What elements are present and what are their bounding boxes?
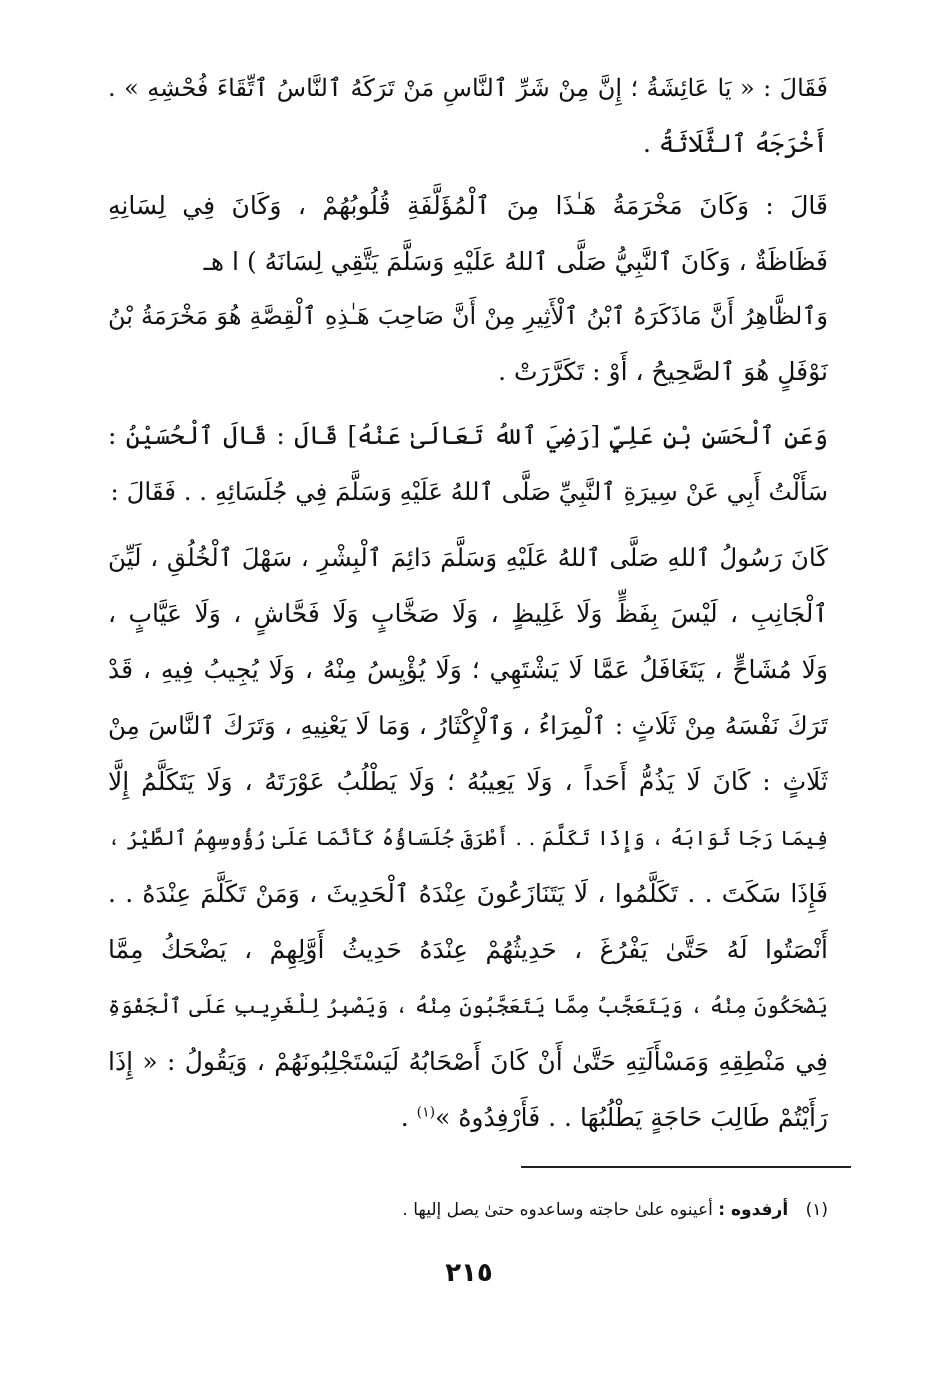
footnote-term: أرفدوه :: [718, 1200, 789, 1220]
text-line: فِيمَا رَجَا ثَوَابَهُ ، وَإِذَا تَكَلَّمَ . . أَطْرَقَ جُلَسَاؤُهُ كَأَنَّمَا عَلَىٰ رُؤُوسِهِمُ ٱلطَّيْرُ ،: [108, 826, 828, 850]
text-line-content: رَأَيْتُمْ طَالِبَ حَاجَةٍ يَطْلُبُهَا . . فَأَرْفِدُوهُ »: [435, 1103, 828, 1132]
text-line: أَنْصَتُوا لَهُ حَتَّىٰ يَفْرُغَ ، حَدِيثُهُمْ عِنْدَهُ حَدِيثُ أَوَّلِهِمْ ، يَضْحَكُ مِمَّا: [108, 935, 828, 964]
footnote: [108, 1195, 828, 1225]
text-line: وَعَنِ ٱلْحَسَنِ بْنِ عَلِيٍّ [رَضِيَ ٱللهُ تَعَالَىٰ عَنْهُ] قَالَ : قَالَ ٱلْحُسَيْنُ :: [108, 421, 828, 450]
text-line: يَضْحَكُونَ مِنْهُ ، وَيَتَعَجَّبُ مِمَّا يَتَعَجَّبُونَ مِنْهُ ، وَيَصْبِرُ لِلْغَرِيبِ عَلَى ٱلْجَفْوَةِ: [108, 994, 828, 1018]
text-line: نَوْفَلٍ هُوَ ٱلصَّحِيحُ ، أَوْ : تَكَرَّرَتْ .: [498, 357, 828, 386]
text-line: وَلَا مُشَاحٍّ ، يَتَغَافَلُ عَمَّا لَا يَشْتَهِي ؛ وَلَا يُؤْيِسُ مِنْهُ ، وَلَا يُجِيبُ فِيهِ ، قَدْ: [108, 655, 828, 684]
page-number: ٢١٥: [445, 1258, 493, 1288]
text-line: فَإِذَا سَكَتَ . . تَكَلَّمُوا ، لَا يَتَنَازَعُونَ عِنْدَهُ ٱلْحَدِيثَ ، وَمَنْ تَكَلَّمَ عِنْدَهُ . .: [108, 879, 828, 908]
text-line: فَقَالَ : « يَا عَائِشَةُ ؛ إِنَّ مِنْ شَرِّ ٱلنَّاسِ مَنْ تَرَكَهُ ٱلنَّاسُ ٱتِّقَاءَ فُحْشِهِ » .: [108, 74, 828, 102]
text-line: ثَلَاثٍ : كَانَ لَا يَذُمُّ أَحَداً ، وَلَا يَعِيبُهُ ؛ وَلَا يَطْلُبُ عَوْرَتَهُ ، وَلَا يَتَكَلَّمُ إِلَّا: [108, 767, 828, 796]
footnote-divider: [521, 1166, 851, 1168]
text-line-last: [108, 1092, 828, 1148]
footnote-text: أعينوه علىٰ حاجته وساعدوه حتىٰ يصل إليها .: [402, 1200, 713, 1220]
footnote-reference: (١): [416, 1104, 436, 1121]
text-line: وَٱلظَّاهِرُ أَنَّ مَاذَكَرَهُ ٱبْنُ ٱلْأَثِيرِ مِنْ أَنَّ صَاحِبَ هَـٰذِهِ ٱلْقِصَّةِ هُوَ مَخْرَمَةُ بْنُ: [108, 302, 828, 330]
footnote-marker: (١): [805, 1200, 828, 1220]
text-line-end: .: [400, 1103, 417, 1132]
text-line: تَرَكَ نَفْسَهُ مِنْ ثَلَاثٍ : ٱلْمِرَاءُ ، وَٱلْإِكْثَارُ ، وَمَا لَا يَعْنِيهِ ، وَتَرَكَ ٱلنَّاسَ مِنْ: [108, 711, 828, 740]
text-line: ٱلْجَانِبِ ، لَيْسَ بِفَظٍّ وَلَا غَلِيظٍ ، وَلَا صَخَّابٍ وَلَا فَحَّاشٍ ، وَلَا عَيَّابٍ ،: [108, 599, 828, 628]
text-line: أَخْرَجَهُ ٱلثَّلَاثَةُ .: [643, 129, 828, 158]
text-line: سَأَلْتُ أَبِي عَنْ سِيرَةِ ٱلنَّبِيِّ صَلَّى ٱللهُ عَلَيْهِ وَسَلَّمَ فِي جُلَسَائِهِ . . فَقَالَ :: [110, 477, 828, 506]
text-line: فِي مَنْطِقِهِ وَمَسْأَلَتِهِ حَتَّىٰ أَنْ كَانَ أَصْحَابُهُ لَيَسْتَجْلِبُونَهُمْ ، وَيَقُولُ : « إِذَا: [108, 1047, 828, 1076]
text-line: فَظَاظَةٌ ، وَكَانَ ٱلنَّبِيُّ صَلَّى ٱللهُ عَلَيْهِ وَسَلَّمَ يَتَّقِي لِسَانَهُ ) ا هـ: [203, 247, 828, 276]
text-line: كَانَ رَسُولُ ٱللهِ صَلَّى ٱللهُ عَلَيْهِ وَسَلَّمَ دَائِمَ ٱلْبِشْرِ ، سَهْلَ ٱلْخُلُقِ ، لَيِّنَ: [108, 543, 828, 572]
text-line: قَالَ : وَكَانَ مَخْرَمَةُ هَـٰذَا مِنَ ٱلْمُؤَلَّفَةِ قُلُوبُهُمْ ، وَكَانَ فِي لِسَانِهِ: [108, 191, 828, 220]
